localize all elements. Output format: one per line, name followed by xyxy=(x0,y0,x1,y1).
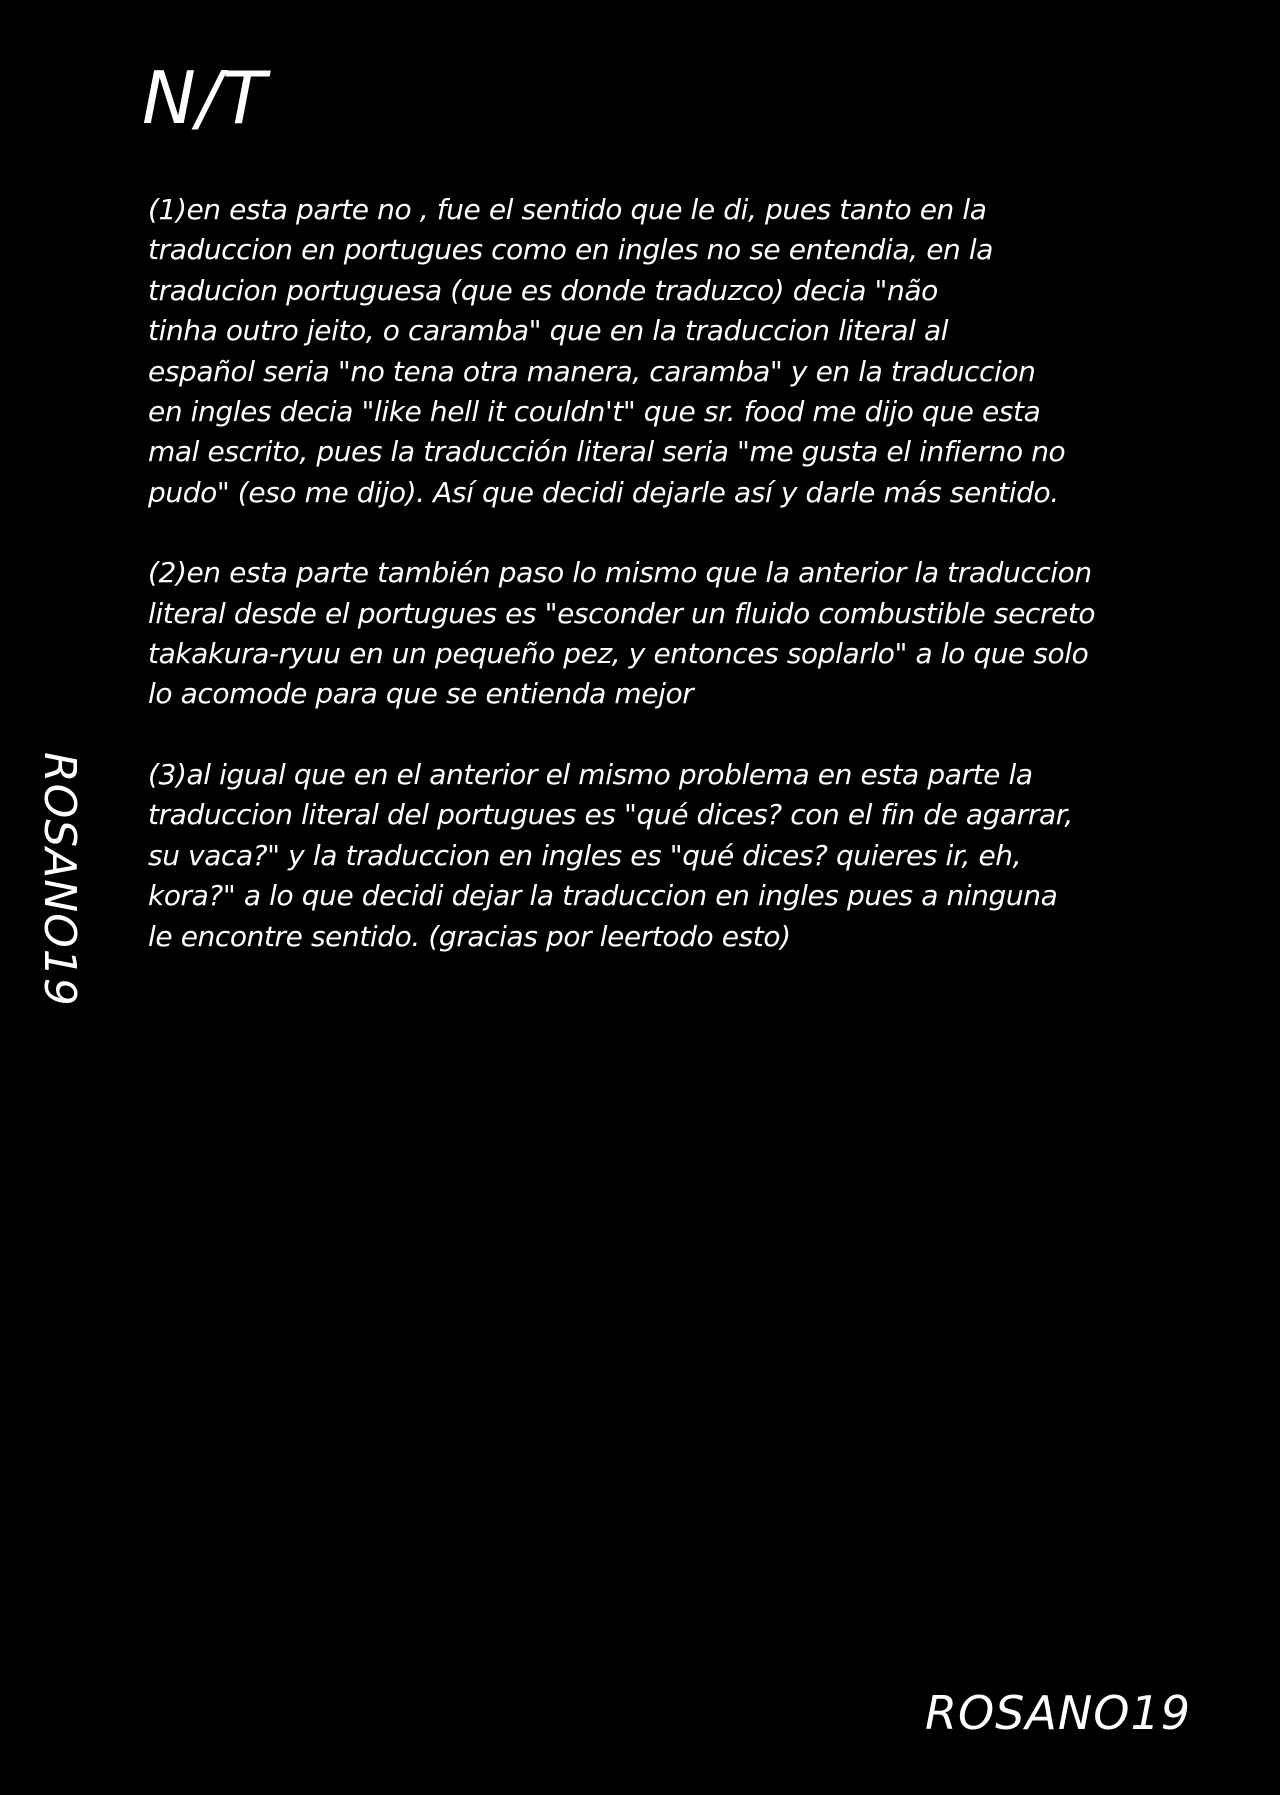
note-line: su vaca?" y la traduccion en ingles es "qué dices? quieres ir, eh, xyxy=(148,838,1022,872)
note-line: traduccion literal del portugues es "qué dices? con el fin de agarrar, xyxy=(148,798,1073,832)
bottom-watermark: ROSANO19 xyxy=(925,1686,1191,1740)
note-line: tinha outro jeito, o caramba" que en la traduccion literal al xyxy=(148,314,949,348)
note-line: (1)en esta parte no , fue el sentido que le di, pues tanto en la xyxy=(148,193,987,226)
side-watermark xyxy=(34,752,85,1032)
note-line: lo acomode para que se entienda mejor xyxy=(148,677,694,711)
note-line: traduccion en portugues como en ingles no se entendia, en la xyxy=(148,233,993,267)
note-line: en ingles decia "like hell it couldn't" que sr. food me dijo que esta xyxy=(148,395,1041,429)
note-2 xyxy=(148,553,1158,715)
note-line: pudo" (eso me dijo). Así que decidi dejarle así y darle más sentido. xyxy=(148,475,1059,509)
note-line: español seria "no tena otra manera, caramba" y en la traduccion xyxy=(148,354,1036,388)
note-line: literal desde el portugues es "esconder un fluido combustible secreto xyxy=(148,596,1096,630)
note-line: (3)al igual que en el anterior el mismo problema en esta parte la xyxy=(148,757,1033,791)
note-1 xyxy=(148,190,1158,513)
note-line: le encontre sentido. (gracias por leertodo esto) xyxy=(148,919,791,953)
page-title: N/T xyxy=(142,56,268,140)
note-line: takakura-ryuu en un pequeño pez, y entonces soplarlo" a lo que solo xyxy=(148,637,1089,671)
translator-notes xyxy=(148,190,1158,997)
note-3 xyxy=(148,755,1158,957)
note-line: (2)en esta parte también paso lo mismo que la anterior la traduccion xyxy=(148,556,1092,590)
note-line: kora?" a lo que decidi dejar la traduccion en ingles pues a ninguna xyxy=(148,879,1058,913)
side-watermark-text: ROSANO19 xyxy=(34,752,85,1007)
note-line: traducion portuguesa (que es donde traduzco) decia "não xyxy=(148,273,938,307)
note-line: mal escrito, pues la traducción literal seria "me gusta el infierno no xyxy=(148,435,1066,469)
